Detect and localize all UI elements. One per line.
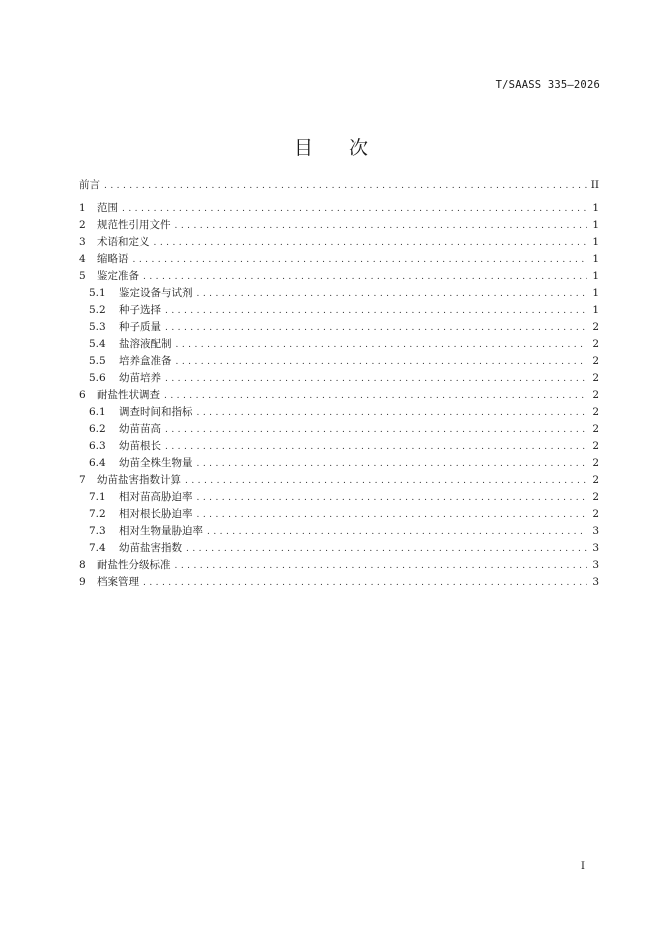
toc-entry-label: 相对根长胁迫率 (119, 508, 193, 520)
toc-entry-label: 种子质量 (119, 321, 161, 333)
toc-entry-label: 盐溶液配制 (119, 338, 172, 350)
toc-entry-page: 1 (592, 202, 599, 214)
toc-entry[interactable] (79, 373, 599, 384)
dot-leader (165, 425, 587, 436)
toc-entry-number: 5.1 (89, 287, 106, 299)
toc-entry-number: 7 (79, 474, 86, 486)
toc-entry-number: 1 (79, 202, 86, 214)
toc-entry-page: 3 (592, 559, 599, 571)
toc-entry[interactable] (79, 288, 599, 299)
toc-entry-label: 幼苗苗高 (119, 423, 161, 435)
toc-entry[interactable] (79, 560, 599, 571)
toc-entry[interactable] (79, 305, 599, 316)
toc-entry-number: 8 (79, 559, 86, 571)
toc-entry-page: 2 (592, 423, 599, 435)
toc-entry-label: 相对生物量胁迫率 (119, 525, 203, 537)
toc-entry-page: 3 (592, 576, 599, 588)
toc-entry-number: 5.2 (89, 304, 106, 316)
toc-entry-number: 7.4 (89, 542, 106, 554)
toc-entry[interactable] (79, 356, 599, 367)
toc-entry-label: 术语和定义 (97, 236, 150, 248)
toc-entry-number: 5 (79, 270, 86, 282)
toc-entry-number: 5.3 (89, 321, 106, 333)
toc-entry-page: 1 (592, 219, 599, 231)
toc-entry-page: 2 (592, 457, 599, 469)
dot-leader (186, 544, 587, 555)
toc-entry-page: 2 (592, 491, 599, 503)
toc-entry[interactable] (79, 441, 599, 452)
dot-leader (176, 357, 588, 368)
toc-entry-number: 2 (79, 219, 86, 231)
toc-entry[interactable] (79, 407, 599, 418)
toc-entry-page: 2 (592, 355, 599, 367)
toc-entry-number: 4 (79, 253, 86, 265)
toc-entry-label: 相对苗高胁迫率 (119, 491, 193, 503)
dot-leader (143, 272, 587, 283)
toc-entry-page: 2 (592, 338, 599, 350)
dot-leader (197, 459, 588, 470)
toc-entry-label: 鉴定设备与试剂 (119, 287, 193, 299)
toc-entry-number: 9 (79, 576, 86, 588)
toc-entry-number: 6.3 (89, 440, 106, 452)
toc-entry-page: 2 (592, 389, 599, 401)
toc-entry-label: 耐盐性分级标准 (97, 559, 171, 571)
toc-entry[interactable] (79, 322, 599, 333)
toc-entry-number: 5.5 (89, 355, 106, 367)
toc-entry-page: 2 (592, 440, 599, 452)
toc-entry[interactable] (79, 526, 599, 537)
toc-entry-page: 1 (592, 270, 599, 282)
page-number: I (581, 861, 585, 872)
toc-entry[interactable] (79, 475, 599, 486)
toc-entry-page: 1 (592, 304, 599, 316)
dot-leader (165, 306, 587, 317)
dot-leader (176, 340, 588, 351)
document-code: T/SAASS 335—2026 (495, 79, 600, 91)
dot-leader (197, 510, 588, 521)
dot-leader (143, 578, 587, 589)
toc-entry-number: 6.1 (89, 406, 106, 418)
dot-leader (207, 527, 587, 538)
dot-leader (197, 408, 588, 419)
title-char-left: 目 (293, 137, 313, 159)
toc-entry[interactable] (79, 203, 599, 214)
toc-entry-label: 调查时间和指标 (119, 406, 193, 418)
toc-entry-page: 1 (592, 236, 599, 248)
toc-entry-label: 幼苗根长 (119, 440, 161, 452)
toc-entry-number: 5.4 (89, 338, 106, 350)
dot-leader (165, 442, 587, 453)
dot-leader (197, 289, 588, 300)
toc-entry-page: 2 (592, 474, 599, 486)
toc-entry-label: 幼苗全株生物量 (119, 457, 193, 469)
dot-leader (154, 238, 588, 249)
toc-entry[interactable] (79, 543, 599, 554)
toc-entry-page: 3 (592, 542, 599, 554)
toc-entry-label: 范围 (97, 202, 118, 214)
toc-entry-page: II (590, 179, 599, 191)
toc-entry-label: 前言 (79, 179, 100, 191)
dot-leader (104, 181, 587, 192)
toc-entry-number: 5.6 (89, 372, 106, 384)
toc-entry[interactable] (79, 390, 599, 401)
toc-entry-number: 7.2 (89, 508, 106, 520)
toc-entry-number: 6.2 (89, 423, 106, 435)
toc-entry-label: 幼苗培养 (119, 372, 161, 384)
toc-entry[interactable] (79, 577, 599, 588)
toc-entry-number: 7.3 (89, 525, 106, 537)
dot-leader (175, 561, 588, 572)
page-title (0, 133, 662, 160)
dot-leader (165, 374, 587, 385)
dot-leader (175, 221, 588, 232)
toc-entry-label: 种子选择 (119, 304, 161, 316)
toc-entry-page: 2 (592, 372, 599, 384)
toc-entry-label: 档案管理 (97, 576, 139, 588)
dot-leader (133, 255, 588, 266)
toc-entry-label: 鉴定准备 (97, 270, 139, 282)
toc-entry-label: 缩略语 (97, 253, 129, 265)
toc-entry-page: 2 (592, 406, 599, 418)
dot-leader (122, 204, 587, 215)
toc-entry[interactable] (79, 424, 599, 435)
toc-entry-page: 1 (592, 253, 599, 265)
toc-entry-label: 规范性引用文件 (97, 219, 171, 231)
toc-entry-label: 培养盒准备 (119, 355, 172, 367)
toc-entry-number: 7.1 (89, 491, 106, 503)
dot-leader (164, 391, 587, 402)
toc-entry-page: 2 (592, 321, 599, 333)
table-of-contents (79, 180, 599, 594)
toc-entry[interactable] (79, 458, 599, 469)
toc-entry-label: 耐盐性状调查 (97, 389, 160, 401)
toc-entry[interactable] (79, 254, 599, 265)
toc-entry-page: 3 (592, 525, 599, 537)
toc-entry[interactable] (79, 237, 599, 248)
title-char-right: 次 (349, 137, 369, 159)
toc-entry[interactable] (79, 339, 599, 350)
toc-entry[interactable] (79, 271, 599, 282)
toc-entry-label: 幼苗盐害指数计算 (97, 474, 181, 486)
dot-leader (165, 323, 587, 334)
toc-entry[interactable] (79, 492, 599, 503)
toc-entry-page: 2 (592, 508, 599, 520)
toc-entry-number: 6.4 (89, 457, 106, 469)
dot-leader (185, 476, 587, 487)
toc-entry[interactable] (79, 509, 599, 520)
toc-entry[interactable] (79, 220, 599, 231)
toc-entry-page: 1 (592, 287, 599, 299)
toc-entry-label: 幼苗盐害指数 (119, 542, 182, 554)
toc-entry-number: 3 (79, 236, 86, 248)
dot-leader (197, 493, 588, 504)
toc-entry[interactable] (79, 180, 599, 191)
toc-entry-number: 6 (79, 389, 86, 401)
